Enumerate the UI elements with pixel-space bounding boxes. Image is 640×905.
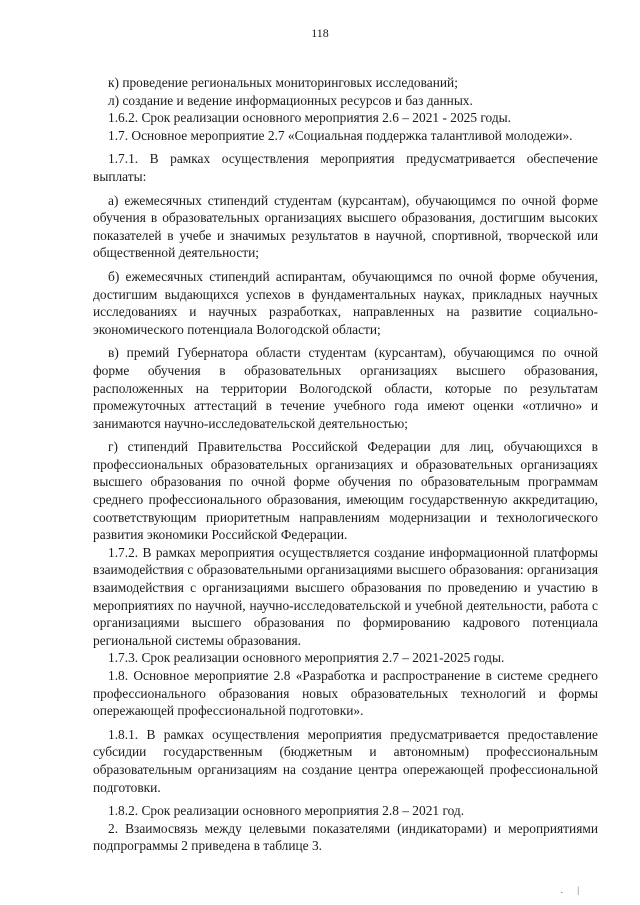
paragraph-item-k: к) проведение региональных мониторинговых исследований; xyxy=(108,75,458,90)
page-number: 118 xyxy=(311,26,329,40)
paragraph-item-g: г) стипендий Правительства Российской Федерации для лиц, обучающихся в профессиональных образовательных организациях и образовательных организациях высшего образования по очной форме обучения по образовательным программам среднего профессионального образования, имеющим государственную аккредитацию, соответствующим приоритетным направлениям модернизации и технологического развития экономики Российской Федерации. xyxy=(93,439,598,543)
paragraph-item-l: л) создание и ведение информационных ресурсов и баз данных. xyxy=(108,92,473,108)
paragraph-1-8-2: 1.8.2. Срок реализации основного мероприятия 2.8 – 2021 год. xyxy=(108,803,465,819)
scan-corner-mark: . | xyxy=(560,885,585,895)
paragraph-1-7-1: 1.7.1. В рамках осуществления мероприятия предусматривается обеспечение выплаты: xyxy=(93,151,598,184)
paragraph-1-8-1: 1.8.1. В рамках осуществления мероприятия предусматривается предоставление субсидии государственным (бюджетным и автономным) профессиональным образовательным организациям на создание центра опережающей профессиональной подготовки. xyxy=(93,726,598,795)
paragraph-1-6-2: 1.6.2. Срок реализации основного мероприятия 2.6 – 2021 - 2025 годы. xyxy=(108,110,512,126)
paragraph-1-8: 1.8. Основное мероприятие 2.8 «Разработка и распространение в системе среднего профессионального образования новых образовательных технологий и формы опережающей профессиональной подготовки». xyxy=(93,668,598,719)
paragraph-item-b: б) ежемесячных стипендий аспирантам, обучающимся по очной форме обучения, достигшим выдающихся успехов в фундаментальных науках, прикладных научных исследованиях и научных разработках, направленных на развитие социально-экономического потенциала Вологодской области; xyxy=(93,268,598,337)
document-body xyxy=(93,74,598,855)
paragraph-1-7: 1.7. Основное мероприятие 2.7 «Социальная поддержка талантливой молодежи». xyxy=(108,127,573,143)
paragraph-1-7-2: 1.7.2. В рамках мероприятия осуществляется создание информационной платформы взаимодействия с образовательными организациями высшего образования: организация взаимодействия с организациями высшего образования по проведению и участию в мероприятиях по научной, научно-исследовательской и учебной деятельности, работа с организациями высшего образования по формированию кадрового потенциала региональной системы образования. xyxy=(93,544,598,648)
paragraph-1-7-3: 1.7.3. Срок реализации основного мероприятия 2.7 – 2021-2025 годы. xyxy=(108,650,505,666)
paragraph-2: 2. Взаимосвязь между целевыми показателями (индикаторами) и мероприятиями подпрограммы 2 приведена в таблице 3. xyxy=(93,820,598,854)
paragraph-item-v: в) премий Губернатора области студентам (курсантам), обучающимся по очной форме обучения в образовательных организациях высшего образования, расположенных на территории Вологодской области, которые по результатам промежуточных аттестаций в течение учебного года имеют оценки «отлично» и занимаются научно-исследовательской деятельностью; xyxy=(93,345,598,431)
paragraph-item-a: а) ежемесячных стипендий студентам (курсантам), обучающимся по очной форме обучения в образовательных организациях высшего образования, достигшим высоких показателей в учебе и значимых результатов в научной, спортивной, творческой или общественной деятельности; xyxy=(93,192,598,261)
